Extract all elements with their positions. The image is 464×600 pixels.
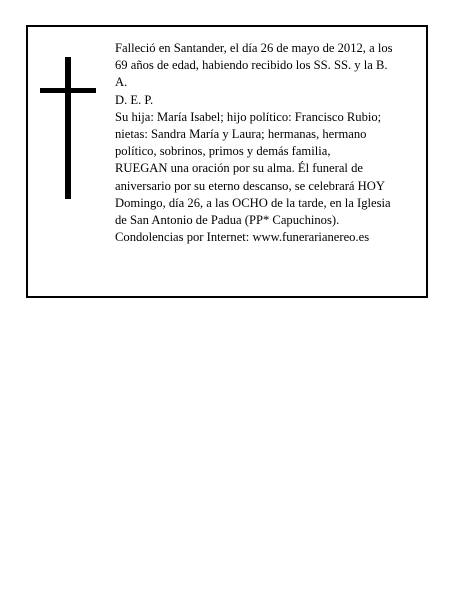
notice-line-condolences: Condolencias por Internet: www.funerarianereo.es: [115, 230, 370, 245]
notice-line-anniversary: aniversario por su eterno descanso, se celebrará HOY: [115, 178, 385, 193]
notice-line-dep: D. E. P.: [115, 92, 154, 107]
obituary-text: [115, 40, 420, 246]
notice-line-church: de San Antonio de Padua (PP* Capuchinos).: [115, 213, 340, 228]
cross-horizontal-bar: [40, 88, 96, 93]
cross-vertical-bar: [65, 57, 71, 199]
notice-line-sacraments-end: A.: [115, 75, 128, 90]
notice-line-death-announcement: Falleció en Santander, el día 26 de mayo de 2012, a los: [115, 41, 393, 55]
notice-line-prayer-request: RUEGAN una oración por su alma. Él funeral de: [115, 161, 363, 176]
notice-line-family-granddaughters: nietas: Sandra María y Laura; hermanas, hermano: [115, 127, 367, 142]
notice-line-family-relatives: político, sobrinos, primos y demás familia,: [115, 144, 331, 159]
cross-icon: [40, 57, 96, 199]
notice-line-family-daughter: Su hija: María Isabel; hijo político: Francisco Rubio;: [115, 109, 382, 124]
notice-line-service-time: Domingo, día 26, a las OCHO de la tarde, en la Iglesia: [115, 195, 391, 210]
obituary-notice: [26, 25, 428, 298]
notice-line-age-sacraments: 69 años de edad, habiendo recibido los SS. SS. y la B.: [115, 58, 388, 73]
